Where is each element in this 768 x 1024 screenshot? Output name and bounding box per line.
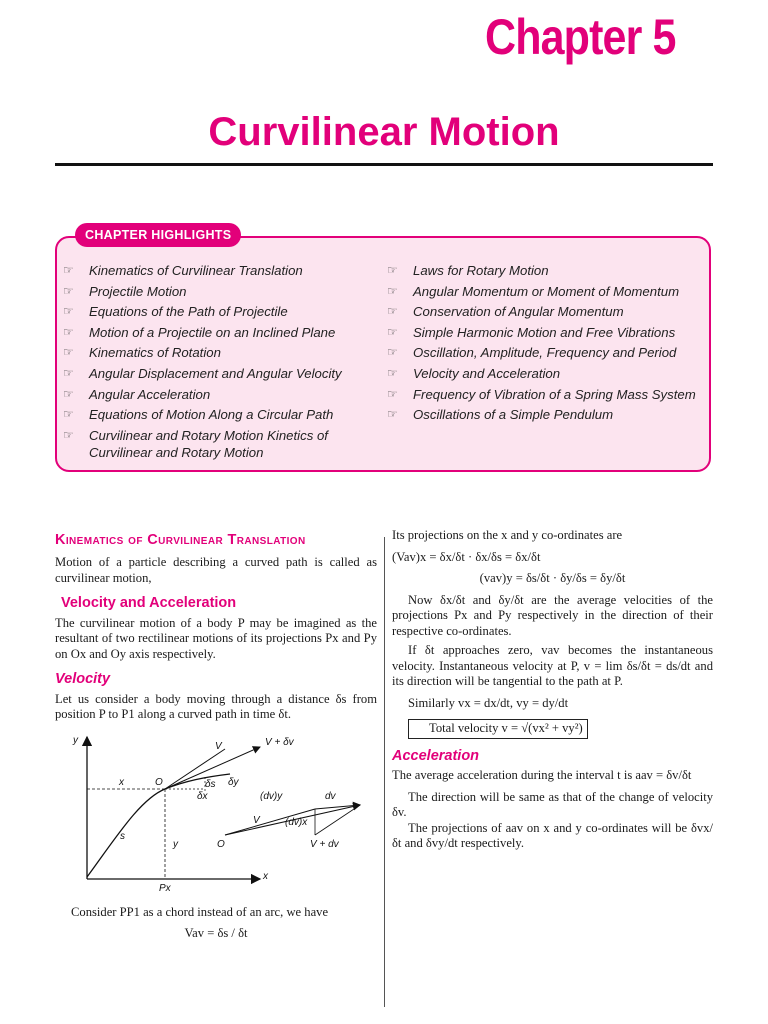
pointing-hand-icon: ☞ bbox=[63, 427, 74, 442]
v-label: V bbox=[215, 740, 222, 752]
highlight-item bbox=[63, 406, 383, 423]
paragraph-average-acceleration: The average acceleration during the interval t is aav = δv/δt bbox=[392, 768, 692, 782]
section-heading: Kinematics of Curvilinear Translation bbox=[55, 532, 306, 548]
x-axis-label: x bbox=[263, 870, 268, 882]
v-plus-dv-label: V + δv bbox=[265, 736, 294, 748]
highlight-item bbox=[63, 324, 383, 341]
lower-v-plus-dv-label: V + dv bbox=[310, 838, 339, 850]
highlight-item bbox=[63, 344, 383, 361]
pointing-hand-icon: ☞ bbox=[63, 324, 74, 339]
subheading-acceleration: Acceleration bbox=[392, 747, 480, 764]
pointing-hand-icon: ☞ bbox=[387, 386, 398, 401]
paragraph-average-velocities: Now δx/δt and δy/δt are the average velocities of the projections Px and Py respectively in the direction of their respective co-ordinates. bbox=[392, 592, 713, 638]
y-length-label: y bbox=[173, 838, 178, 850]
pointing-hand-icon: ☞ bbox=[387, 283, 398, 298]
highlight-text: Angular Momentum or Moment of Momentum bbox=[413, 283, 680, 299]
paragraph-instantaneous: If δt approaches zero, vav becomes the instantaneous velocity. Instantaneous velocity at P, v = lim δs/δt = ds/dt and its direction will be tangential to the path at P. bbox=[392, 643, 713, 688]
equation-vav-y: (vav)y = δs/δt · δy/δs = δy/δt bbox=[479, 571, 626, 585]
highlight-item bbox=[387, 303, 712, 320]
highlight-text: Velocity and Acceleration bbox=[413, 365, 561, 381]
highlight-item bbox=[387, 406, 712, 423]
highlight-text: Laws for Rotary Motion bbox=[413, 263, 549, 278]
pointing-hand-icon: ☞ bbox=[63, 263, 74, 277]
highlights-list-left bbox=[63, 262, 383, 464]
pointing-hand-icon: ☞ bbox=[387, 304, 398, 319]
highlight-text: Kinematics of Rotation bbox=[89, 345, 221, 361]
pointing-hand-icon: ☞ bbox=[387, 345, 398, 360]
paragraph-curvilinear: Motion of a particle describing a curved path is called as curvilinear motion, bbox=[55, 555, 377, 585]
equation-vav-x: (Vav)x = δx/δt · δx/δs = δx/δt bbox=[392, 549, 541, 564]
chapter-label: Chapter 5 bbox=[485, 9, 676, 65]
title-rule bbox=[55, 163, 713, 166]
highlight-text: Curvilinear and Rotary Motion Kinetics of Curvilinear and Rotary Motion bbox=[89, 427, 328, 460]
highlight-item bbox=[63, 283, 383, 300]
pointing-hand-icon: ☞ bbox=[63, 407, 74, 422]
highlight-text: Simple Harmonic Motion and Free Vibrations bbox=[413, 324, 676, 340]
paragraph-velocity: Let us consider a body moving through a distance δs from position P to P1 along a curved path in time δt. bbox=[55, 691, 377, 721]
y-axis-label: y bbox=[73, 734, 78, 746]
highlights-list-right bbox=[387, 262, 712, 427]
highlight-item bbox=[63, 262, 383, 279]
pointing-hand-icon: ☞ bbox=[387, 324, 398, 339]
paragraph-chord: Consider PP1 as a chord instead of an arc, we have bbox=[71, 904, 329, 919]
paragraph-acceleration-projections: The projections of aav on x and y co-ordinates will be δvx/δt and δvy/dt respectively. bbox=[392, 820, 713, 850]
total-velocity-box: Total velocity v = √(vx² + vy²) bbox=[408, 719, 588, 739]
highlight-text: Projectile Motion bbox=[89, 283, 187, 299]
highlight-item bbox=[387, 283, 712, 300]
paragraph-projections-coordinates: Its projections on the x and y co-ordinates are bbox=[392, 528, 623, 542]
pointing-hand-icon: ☞ bbox=[63, 365, 74, 380]
highlight-item bbox=[63, 386, 383, 403]
subheading-velocity-acceleration: Velocity and Acceleration bbox=[61, 595, 237, 611]
highlight-text: Angular Displacement and Angular Velocity bbox=[89, 365, 342, 381]
dy-label: δy bbox=[228, 776, 239, 788]
dx-label: δx bbox=[197, 790, 208, 802]
pointing-hand-icon: ☞ bbox=[63, 386, 74, 401]
x-length-label: x bbox=[119, 776, 124, 788]
subheading-velocity: Velocity bbox=[55, 671, 111, 687]
pointing-hand-icon: ☞ bbox=[63, 345, 74, 360]
highlight-item bbox=[63, 365, 383, 382]
pointing-hand-icon: ☞ bbox=[63, 283, 74, 298]
highlight-text: Frequency of Vibration of a Spring Mass System bbox=[413, 386, 696, 402]
highlight-text: Oscillations of a Simple Pendulum bbox=[413, 407, 614, 423]
lower-v-label: V bbox=[253, 814, 260, 826]
chapter-title: Curvilinear Motion bbox=[208, 110, 560, 154]
paragraph-direction: The direction will be same as that of the change of velocity δv. bbox=[392, 789, 713, 819]
px-label: Px bbox=[159, 882, 171, 894]
highlight-text: Equations of Motion Along a Circular Path bbox=[89, 407, 334, 423]
highlight-item bbox=[387, 386, 712, 403]
ds-label: δs bbox=[205, 778, 216, 790]
left-column bbox=[55, 528, 377, 948]
dv-label: dv bbox=[325, 790, 336, 802]
highlight-item bbox=[387, 262, 712, 279]
highlight-text: Equations of the Path of Projectile bbox=[89, 304, 288, 320]
highlight-text: Oscillation, Amplitude, Frequency and Period bbox=[413, 345, 677, 361]
pointing-hand-icon: ☞ bbox=[387, 365, 398, 380]
highlight-item bbox=[387, 344, 712, 361]
paragraph-projections: The curvilinear motion of a body P may be imagined as the resultant of two rectilinear motions of its projections Px and Py on Ox and Oy axis respectively. bbox=[55, 615, 377, 661]
highlights-tag: CHAPTER HIGHLIGHTS bbox=[75, 223, 241, 247]
highlight-item bbox=[63, 427, 383, 461]
highlight-text: Conservation of Angular Momentum bbox=[413, 304, 624, 320]
pointing-hand-icon: ☞ bbox=[63, 304, 74, 319]
velocity-diagram bbox=[55, 729, 377, 899]
highlight-item bbox=[387, 324, 712, 341]
highlight-text: Motion of a Projectile on an Inclined Plane bbox=[89, 324, 336, 340]
highlight-item bbox=[63, 303, 383, 320]
highlight-item bbox=[387, 365, 712, 382]
paragraph-similarly: Similarly vx = dx/dt, vy = dy/dt bbox=[408, 695, 569, 710]
highlight-text: Angular Acceleration bbox=[89, 386, 211, 402]
pointing-hand-icon: ☞ bbox=[387, 263, 398, 277]
right-column bbox=[392, 528, 713, 852]
dvy-label: (dv)y bbox=[260, 790, 283, 802]
s-label: s bbox=[120, 830, 125, 842]
dvx-label: (dv)x bbox=[285, 816, 308, 828]
paragraph-total-velocity bbox=[392, 719, 713, 739]
origin-label: O bbox=[155, 776, 163, 788]
highlight-text: Kinematics of Curvilinear Translation bbox=[89, 263, 303, 278]
column-divider bbox=[384, 537, 385, 1007]
lower-origin-label: O bbox=[217, 838, 225, 850]
equation-vav: Vav = δs / δt bbox=[184, 926, 248, 940]
velocity-vdv-arrow bbox=[165, 749, 225, 789]
pointing-hand-icon: ☞ bbox=[387, 407, 398, 422]
